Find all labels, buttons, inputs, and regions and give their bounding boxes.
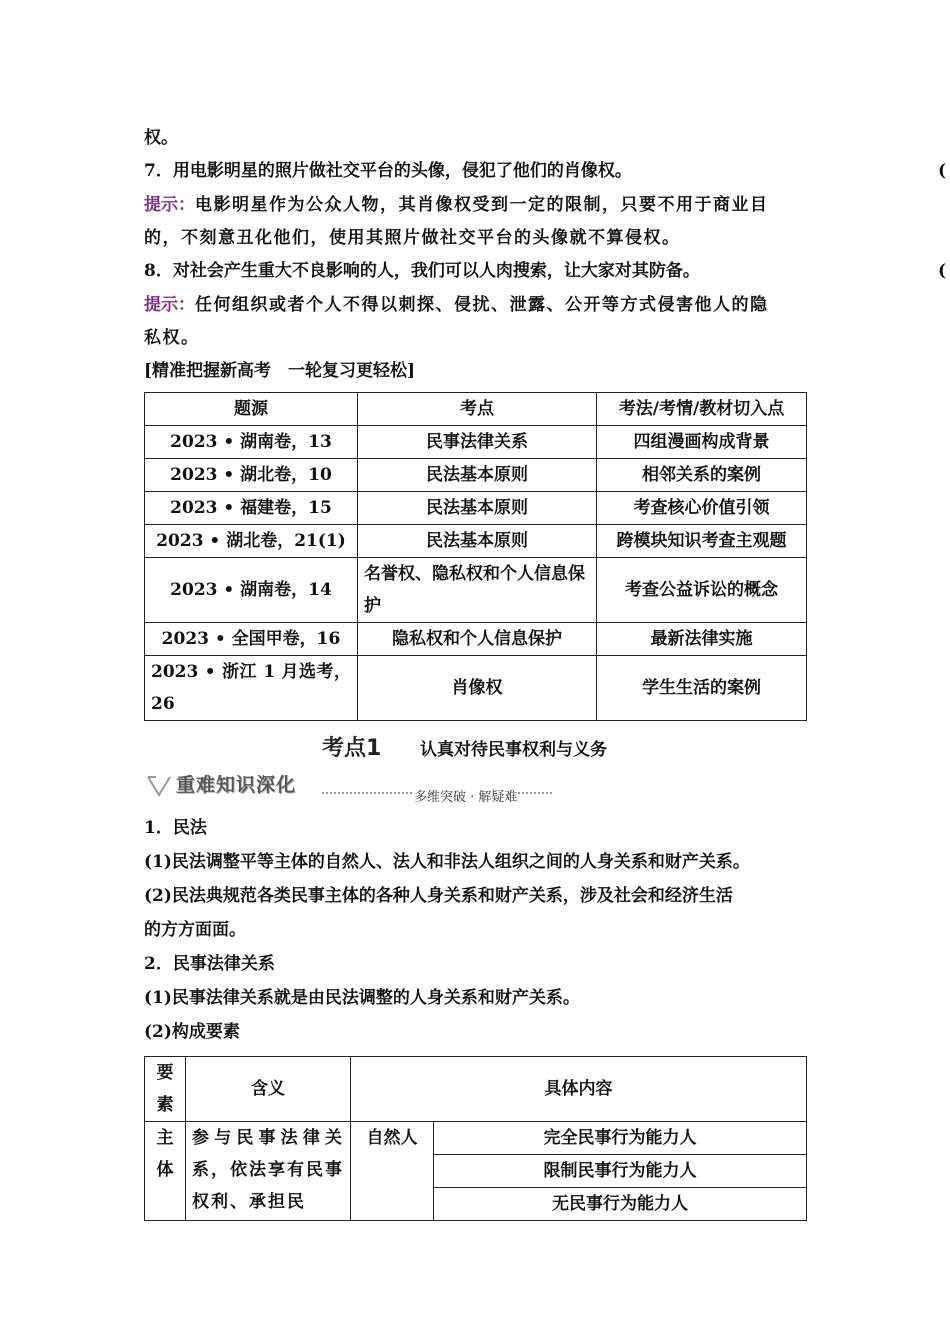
paragraph: (1)民事法律关系就是由民法调整的人身关系和财产关系。 [144,988,580,1008]
table-cell: 隐私权和个人信息保护 [358,623,597,656]
table-cell: 民事法律关系 [358,426,597,459]
table-row [145,492,807,525]
table-row [145,525,807,558]
hint-label: 提示： [144,195,195,215]
table-cell: 相邻关系的案例 [597,459,807,492]
kaodian-subtitle: 认真对待民事权利与义务 [420,740,607,760]
table-row [145,623,807,656]
table-row [145,426,807,459]
header-cell: 要素 [145,1057,186,1122]
table-row [145,656,807,721]
section-tag: [精准把握新高考 一轮复习更轻松] [144,361,416,381]
banner-subtitle: 多维突破 · 解疑难 [412,786,517,805]
answer-paren: ( [938,161,947,181]
table-cell: 肖像权 [358,656,597,721]
header-cell: 具体内容 [351,1057,807,1122]
table-cell: 2023 • 浙江 1 月选考，26 [145,656,358,721]
section-heading: 2．民事法律关系 [144,954,275,974]
hint-label: 提示： [144,295,195,315]
table-cell: 2023 • 全国甲卷，16 [145,623,358,656]
table-cell: 名誉权、隐私权和个人信息保护 [358,558,597,623]
hint-text: 电影明星作为公众人物，其肖像权受到一定的限制，只要不用于商业目 [195,195,769,215]
hint-text-cont: 的，不刻意丑化他们，使用其照片做社交平台的头像就不算侵权。 [144,228,681,248]
header-cell: 题源 [145,393,358,426]
table-cell: 2023 • 湖北卷，10 [145,459,358,492]
table-cell: 2023 • 湖南卷，13 [145,426,358,459]
table-cell: 参与民事法律关系，依法享有民事权利、承担民 [186,1122,351,1221]
table-cell: 限制民事行为能力人 [434,1155,807,1188]
question-7: 7．用电影明星的照片做社交平台的头像，侵犯了他们的肖像权。 [144,161,632,181]
header-cell: 考法/考情/教材切入点 [597,393,807,426]
table-row [145,1122,807,1155]
table-cell: 2023 • 福建卷，15 [145,492,358,525]
paragraph: (1)民法调整平等主体的自然人、法人和非法人组织之间的人身关系和财产关系。 [144,852,750,872]
table-header-row [145,393,807,426]
table-cell: 民法基本原则 [358,459,597,492]
question-8: 8．对社会产生重大不良影响的人，我们可以人肉搜索，让大家对其防备。 [144,261,700,281]
text-line: 权。 [144,128,178,148]
table-cell: 考查公益诉讼的概念 [597,558,807,623]
table-header-row [145,1057,807,1122]
table-cell: 民法基本原则 [358,492,597,525]
chevron-down-icon [146,774,172,798]
hint-text: 任何组织或者个人不得以刺探、侵扰、泄露、公开等方式侵害他人的隐 [195,295,769,315]
elements-table [144,1056,807,1221]
section-banner [146,768,546,805]
table-row [145,558,807,623]
hint-text-cont: 私权。 [144,328,200,348]
table-row [145,459,807,492]
table-cell: 最新法律实施 [597,623,807,656]
section-heading: 1．民法 [144,818,207,838]
table-cell: 无民事行为能力人 [434,1188,807,1221]
table-cell: 跨模块知识考查主观题 [597,525,807,558]
header-cell: 考点 [358,393,597,426]
hint-line [144,195,769,215]
banner-title: 重难知识深化 [176,774,297,796]
table-cell: 主体 [145,1122,186,1221]
table-cell: 自然人 [351,1122,434,1221]
paragraph: (2)民法典规范各类民事主体的各种人身关系和财产关系，涉及社会和经济生活 [144,886,733,906]
answer-paren: ( [938,261,947,281]
header-cell: 含义 [186,1057,351,1122]
table-cell: 完全民事行为能力人 [434,1122,807,1155]
table-cell: 2023 • 湖北卷，21(1) [145,525,358,558]
exam-source-table [144,392,807,721]
table-cell: 四组漫画构成背景 [597,426,807,459]
paragraph: 的方方面面。 [144,920,246,940]
kaodian-title: 考点1 [322,736,382,761]
paragraph: (2)构成要素 [144,1022,240,1042]
hint-line [144,295,769,315]
table-cell: 2023 • 湖南卷，14 [145,558,358,623]
table-cell: 学生生活的案例 [597,656,807,721]
table-cell: 考查核心价值引领 [597,492,807,525]
table-cell: 民法基本原则 [358,525,597,558]
